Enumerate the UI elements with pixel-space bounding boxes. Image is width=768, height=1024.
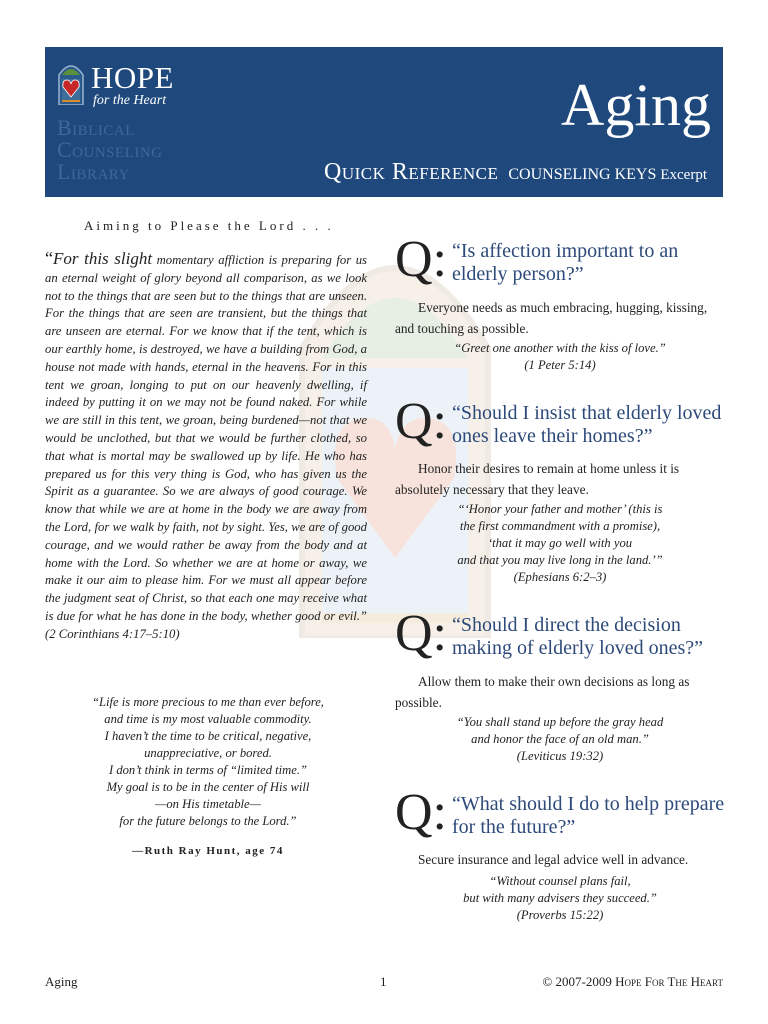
q-mark: Q: xyxy=(395,784,447,841)
header-banner xyxy=(45,47,723,197)
quote-line: —on His timetable— xyxy=(155,797,261,811)
scripture-body: momentary affliction is preparing for us an eternal weight of glory beyond all comparison, as we look not to the things that are seen but to the things that are unseen. For the things that are seen are transient, but the things that are unseen are eternal. For we know that if the tent, which is our earthly home, is destroyed, we have a building from God, a house not made with hands, eternal in the heavens. For in this tent we groan, longing to put on our heavenly dwelling, if indeed by putting it on we may not be found naked. For while we are still in this tent, we groan, being burdened—not that we would be unclothed, but that we would be further clothed, so that what is mortal may be swallowed up by life. He who has prepared us for this very thing is God, who has given us the Spirit as a guarantee. So we are always of good courage. We know that while we are at home in the body we are away from the Lord, for we walk by faith, not by sight. Yes, we are of good courage, and we would rather be away from the body and at home with the Lord. So whether we are at home or away, we make it our aim to please him. For we must all appear before the judgment seat of Christ, so that each one may receive what is due for what he has done in the body, whether good or evil.” (2 Corinthians 4:17–5:10) xyxy=(45,253,367,641)
question-text: “Is affection important to an elderly person?” xyxy=(452,240,679,285)
library-line: Counseling xyxy=(57,137,163,162)
brand-logo xyxy=(91,60,174,109)
verse xyxy=(395,501,725,586)
q-mark: Q: xyxy=(395,393,447,450)
quick-reference-label: Quick Reference xyxy=(324,159,499,185)
question-text: “Should I insist that elderly loved ones leave their homes?” xyxy=(452,402,722,447)
quote-line: for the future belongs to the Lord.” xyxy=(119,814,297,828)
excerpt-label: Excerpt xyxy=(660,167,707,183)
subtitle xyxy=(324,159,707,186)
question-text: “Should I direct the decision making of elderly loved ones?” xyxy=(452,614,704,659)
counseling-keys-label: COUNSELING KEYS xyxy=(508,166,657,183)
copyright-years: © 2007-2009 xyxy=(542,974,612,989)
question-text: “What should I do to help prepare for the future?” xyxy=(452,793,725,838)
verse-line: “‘Honor your father and mother’ (this is xyxy=(457,502,663,516)
q-mark: Q: xyxy=(395,231,447,288)
page-title: Aging xyxy=(561,72,711,138)
verse-line: and honor the face of an old man.” xyxy=(471,732,649,746)
quote-author: —Ruth Ray Hunt, age 74 xyxy=(132,845,284,857)
quote-line: and time is my most valuable commodity. xyxy=(104,712,312,726)
verse xyxy=(395,340,725,374)
verse-line: ‘that it may go well with you xyxy=(487,536,633,550)
verse xyxy=(395,873,725,924)
page-number: 1 xyxy=(380,974,387,989)
open-quote: “ xyxy=(45,248,53,268)
testimony-quote xyxy=(48,694,368,830)
library-line: Biblical xyxy=(57,115,135,140)
answer-text: Everyone needs as much embracing, hugging, kissing, and touching as possible. xyxy=(395,300,708,336)
answer-text: Secure insurance and legal advice well in advance. xyxy=(418,852,689,867)
verse xyxy=(395,714,725,765)
quote-line: I haven’t the time to be critical, negative, xyxy=(104,729,312,743)
footer-title: Aging xyxy=(45,974,78,989)
library-line: Library xyxy=(57,159,130,184)
verse-reference: (Proverbs 15:22) xyxy=(516,908,604,922)
scripture-lead: For this slight xyxy=(53,249,153,268)
quote-line: “Life is more precious to me than ever before, xyxy=(92,695,324,709)
brand-name: HOPE xyxy=(91,60,174,95)
answer-text: Honor their desires to remain at home unless it is absolutely necessary that they leave. xyxy=(395,461,680,497)
stained-glass-heart-icon xyxy=(57,61,85,105)
verse-reference: (Leviticus 19:32) xyxy=(516,749,604,763)
q-mark: Q: xyxy=(395,605,447,662)
verse-reference: (Ephesians 6:2–3) xyxy=(513,570,607,584)
verse-reference: (1 Peter 5:14) xyxy=(524,358,596,372)
copyright-org: Hope For The Heart xyxy=(615,974,723,989)
library-label xyxy=(57,117,163,183)
verse-line: the first commandment with a promise), xyxy=(459,519,661,533)
verse-line: but with many advisers they succeed.” xyxy=(463,891,657,905)
scripture-passage xyxy=(45,250,367,644)
section-heading: Aiming to Please the Lord . . . xyxy=(84,218,334,233)
brand-tagline: for the Heart xyxy=(93,93,167,108)
verse-line: “Greet one another with the kiss of love.” xyxy=(454,341,666,355)
verse-line: and that you may live long in the land.’” xyxy=(457,553,663,567)
verse-line: “Without counsel plans fail, xyxy=(489,874,631,888)
quote-line: unappreciative, or bored. xyxy=(144,746,272,760)
footer-copyright xyxy=(542,974,723,990)
quote-line: I don’t think in terms of “limited time.” xyxy=(109,763,307,777)
quote-line: My goal is to be in the center of His will xyxy=(106,780,310,794)
verse-line: “You shall stand up before the gray head xyxy=(456,715,664,729)
answer-text: Allow them to make their own decisions as long as possible. xyxy=(395,674,690,710)
